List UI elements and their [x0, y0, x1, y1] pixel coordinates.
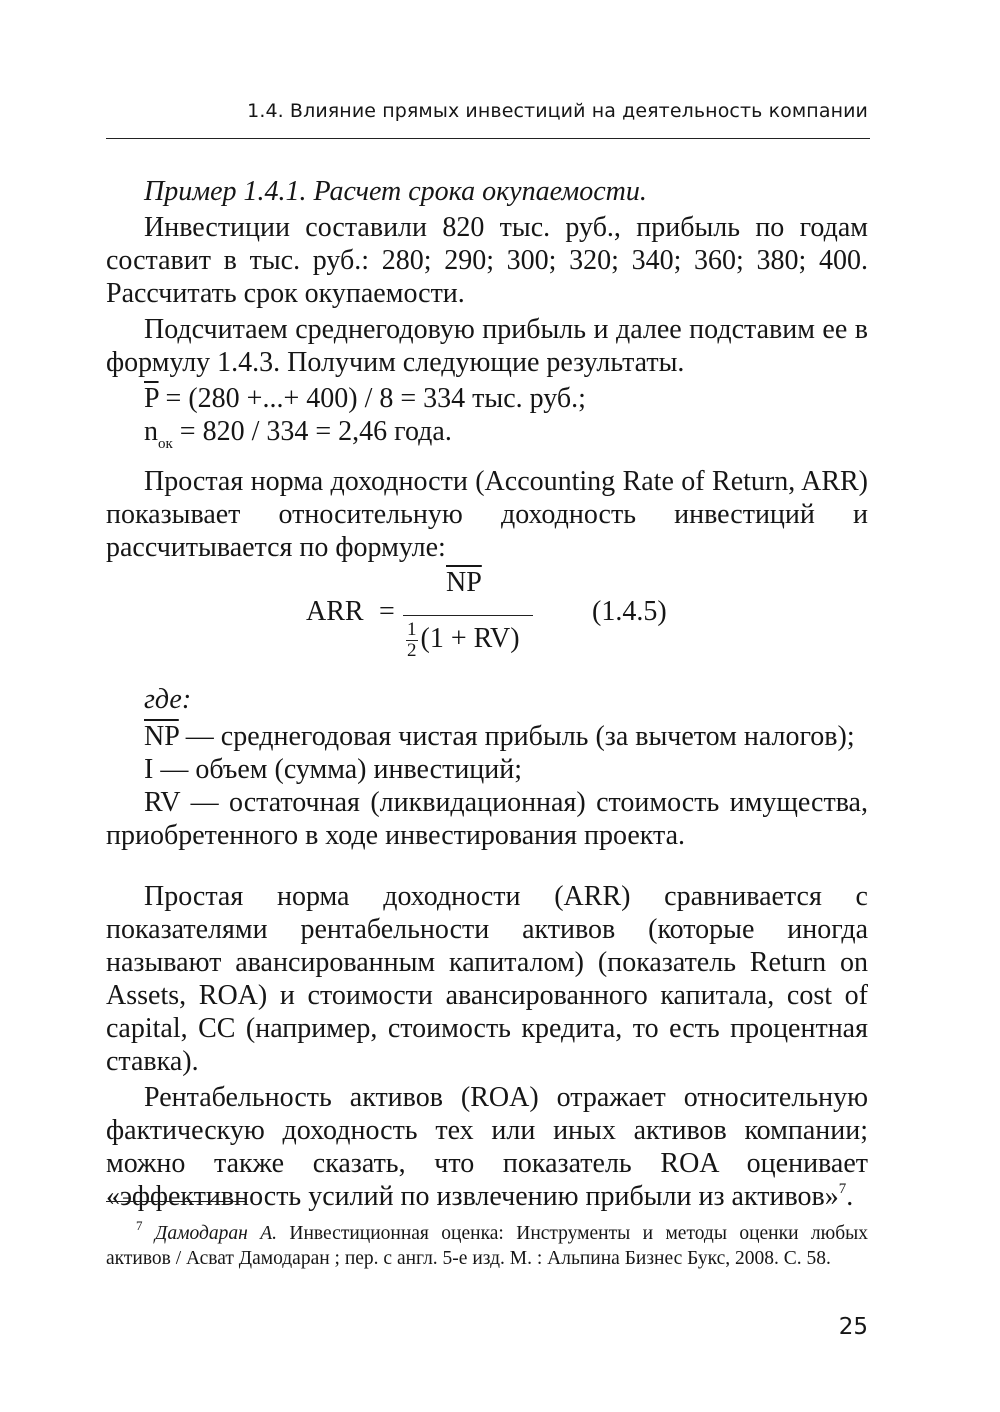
footnote-rule [106, 1201, 246, 1202]
calc-line-1 [144, 382, 868, 415]
page-number: 25 [838, 1314, 868, 1340]
example-section [106, 175, 868, 452]
arr-intro-section [106, 465, 868, 567]
payback-subscript: ок [158, 436, 173, 452]
formula-numerator: $\overline{NP}$ [446, 567, 482, 598]
calc-line-2-text: = 820 / 334 = 2,46 года. [172, 416, 452, 447]
formula-equals: = [379, 596, 395, 627]
denominator-text: (1 + RV) [420, 622, 520, 654]
example-paragraph-1: Инвестиции составили 820 тыс. руб., прибыль по годам составит в тыс. руб.: 280; 290; 300; 320; 340; 360; 380; 400. Рассчитать срок окупаемости. [106, 212, 868, 309]
example-title: Пример 1.4.1. Расчет срока окупаемости. [144, 176, 647, 207]
half-denominator: 2 [407, 640, 417, 661]
comparison-paragraph-2-end: . [846, 1181, 854, 1212]
definition-rv: RV — остаточная (ликвидационная) стоимость имущества, приобретенного в ходе инвестирования проекта. [106, 787, 868, 851]
footnote-author: Дамодаран А. [154, 1223, 277, 1244]
where-label: где: [144, 684, 192, 715]
definitions-section [106, 683, 868, 855]
example-paragraph-2: Подсчитаем среднегодовую прибыль и далее подставим ее в формулу 1.4.3. Получим следующие результаты. [106, 314, 868, 378]
calc-line-2 [144, 415, 868, 452]
definition-np-text: — среднегодовая чистая прибыль (за вычетом налогов); [178, 721, 855, 752]
definition-i: I — объем (сумма) инвестиций; [144, 754, 523, 785]
half-numerator: 1 [407, 619, 417, 640]
running-header: 1.4. Влияние прямых инвестиций на деятельность компании [247, 100, 868, 122]
footnote-text: Инвестиционная оценка: Инструменты и методы оценки любых активов / Асват Дамодаран ; пер. с англ. 5-е изд. М. : Альпина Бизнес Букс, 2008. С. 58. [106, 1223, 868, 1269]
arr-intro-paragraph: Простая норма доходности (Accounting Rate of Return, ARR) показывает относительную доходность инвестиций и рассчитывается по формуле: [106, 466, 868, 563]
half-fraction [406, 620, 418, 661]
formula-denominator [406, 620, 520, 661]
arr-formula [106, 565, 868, 675]
avg-profit-symbol: $\overline{P}$ [144, 383, 159, 414]
formula-number: (1.4.5) [592, 596, 667, 627]
calc-line-1-text: = (280 +...+ 400) / 8 = 334 тыс. руб.; [158, 383, 586, 414]
np-symbol: $\overline{NP}$ [144, 721, 179, 752]
definition-np [144, 720, 868, 753]
formula-lhs: ARR [306, 596, 364, 627]
footnote [106, 1218, 868, 1271]
comparison-paragraph-2 [106, 1081, 868, 1213]
comparison-paragraph-2-text: Рентабельность активов (ROA) отражает относительную фактическую доходность тех или иных активов компании; можно также сказать, что показатель ROA оценивает «эффективность усилий по извлечению прибыли из активов» [106, 1082, 868, 1212]
comparison-paragraph-1: Простая норма доходности (ARR) сравнивается с показателями рентабельности активов (которые иногда называют авансированным капиталом) (показатель Return on Assets, ROA) и стоимости авансированного капитала, cost of capital, CC (например, стоимость кредита, то есть процентная ставка). [106, 881, 868, 1077]
payback-symbol: n [144, 416, 158, 447]
footnote-reference[interactable]: 7 [838, 1181, 847, 1197]
fraction-bar [403, 615, 533, 616]
comparison-section [106, 880, 868, 1216]
footnote-mark: 7 [136, 1218, 143, 1233]
header-rule [106, 138, 870, 139]
